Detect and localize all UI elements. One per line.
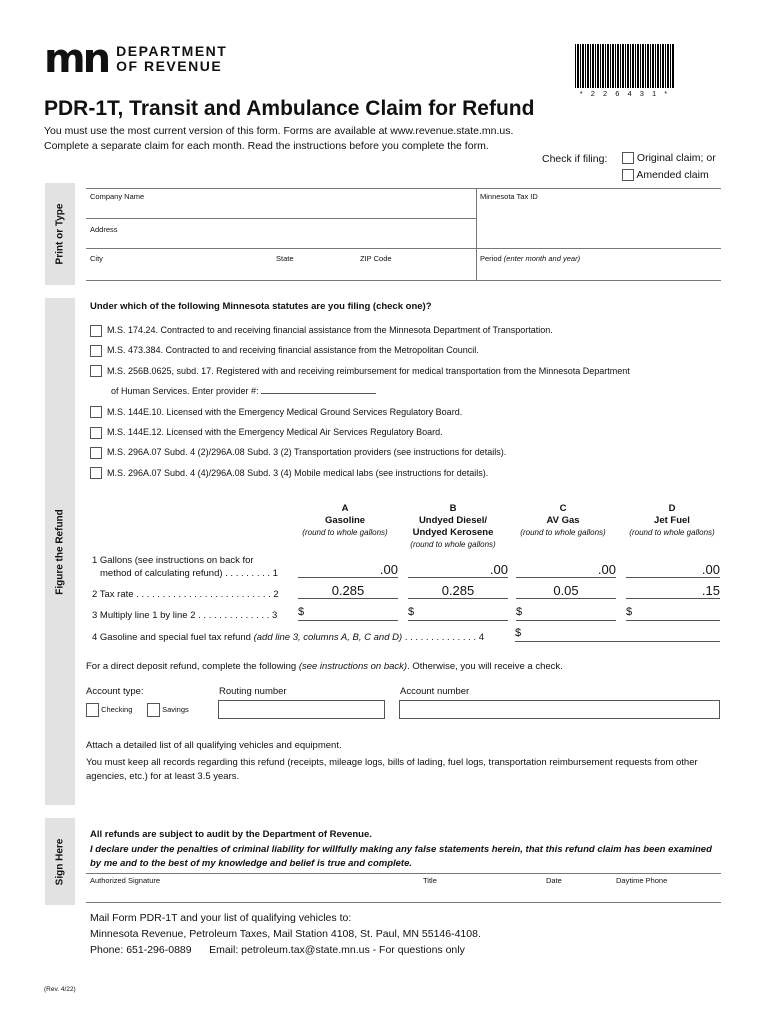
statute-option[interactable] bbox=[90, 320, 630, 340]
title-field[interactable]: Title bbox=[423, 876, 437, 885]
rate-c: 0.05 bbox=[516, 583, 616, 599]
statute-checkbox[interactable] bbox=[90, 345, 102, 357]
declaration: I declare under the penalties of criminal liability for willfully making any false statements herein, that this refund claim has been examined by me and to the best of my knowledge and belief is true and complete. bbox=[90, 844, 712, 869]
mail-line: Minnesota Revenue, Petroleum Taxes, Mail Station 4108, St. Paul, MN 55146-4108. bbox=[90, 928, 481, 940]
line4-total[interactable]: $ bbox=[515, 626, 720, 642]
statute-option[interactable] bbox=[90, 402, 630, 422]
section-label: Figure the Refund bbox=[54, 508, 66, 595]
deposit-intro: For a direct deposit refund, complete the following (see instructions on back). Otherwise, you will receive a check. bbox=[86, 661, 563, 672]
section-label: Print or Type bbox=[54, 203, 66, 265]
statute-options bbox=[90, 320, 630, 483]
mailing-info bbox=[90, 910, 481, 958]
line3-a[interactable]: $ bbox=[298, 605, 398, 621]
account-label: Account number bbox=[400, 686, 470, 697]
barcode-text: * 2 2 6 4 3 1 * bbox=[579, 89, 671, 98]
intro-1: You must use the most current version of this form. Forms are available at www.revenue.state.mn.us. bbox=[44, 125, 514, 137]
savings-option[interactable]: Savings bbox=[147, 703, 189, 717]
statute-label: M.S. 144E.12. Licensed with the Emergency Medical Air Services Regulatory Board. bbox=[107, 427, 443, 438]
section-label: Sign Here bbox=[54, 838, 66, 885]
statute-label: M.S. 296A.07 Subd. 4 (2)/296A.08 Subd. 3 (2) Transportation providers (see instructions for details). bbox=[107, 447, 507, 458]
section-figure-refund bbox=[45, 298, 75, 805]
intro-2: Complete a separate claim for each month. Read the instructions before you complete the form. bbox=[44, 140, 489, 152]
address-field[interactable]: Address bbox=[90, 225, 118, 234]
checking-checkbox[interactable] bbox=[86, 703, 99, 717]
column-d-header: D Jet Fuel (round to whole gallons) bbox=[629, 503, 715, 537]
amended-claim-checkbox[interactable] bbox=[622, 169, 634, 181]
logo-line-1: DEPARTMENT bbox=[116, 43, 228, 59]
rate-b: 0.285 bbox=[408, 583, 508, 599]
original-claim-option[interactable] bbox=[622, 150, 716, 167]
gallons-c[interactable]: .00 bbox=[516, 562, 616, 578]
statute-checkbox[interactable] bbox=[90, 406, 102, 418]
logo-mark: mn bbox=[44, 36, 109, 82]
statute-option[interactable] bbox=[90, 442, 630, 462]
original-claim-label: Original claim; or bbox=[636, 152, 716, 164]
account-type-label: Account type: bbox=[86, 686, 144, 697]
statute-label: M.S. 296A.07 Subd. 4 (4)/296A.08 Subd. 3 (4) Mobile medical labs (see instructions for details). bbox=[107, 467, 489, 478]
statute-checkbox[interactable] bbox=[90, 447, 102, 459]
provider-label: of Human Services. Enter provider #: bbox=[111, 386, 259, 397]
line-1-label: 1 Gallons (see instructions on back for method of calculating refund) . . . . . . . . . 1 bbox=[92, 555, 278, 579]
gallons-b[interactable]: .00 bbox=[408, 562, 508, 578]
statute-option[interactable] bbox=[90, 463, 630, 483]
statute-option[interactable] bbox=[90, 340, 630, 360]
column-a-header: A Gasoline (round to whole gallons) bbox=[302, 503, 388, 537]
statute-option[interactable] bbox=[90, 422, 630, 442]
checking-option[interactable]: Checking bbox=[86, 703, 132, 717]
original-claim-checkbox[interactable] bbox=[622, 152, 634, 164]
logo bbox=[44, 36, 228, 82]
company-name-field[interactable]: Company Name bbox=[90, 192, 145, 201]
barcode bbox=[575, 44, 675, 88]
date-field[interactable]: Date bbox=[546, 876, 562, 885]
mail-line: Mail Form PDR-1T and your list of qualifying vehicles to: bbox=[90, 912, 352, 924]
column-b-header: B Undyed Diesel/ Undyed Kerosene (round to whole gallons) bbox=[410, 503, 496, 549]
rate-a: 0.285 bbox=[298, 583, 398, 599]
state-field[interactable]: State bbox=[276, 254, 294, 263]
note-records: You must keep all records regarding this refund (receipts, mileage logs, bills of lading, fuel logs, transportation reimbursement requests from other agencies, etc.) for at least 3.5 years. bbox=[86, 757, 698, 782]
gallons-d[interactable]: .00 bbox=[626, 562, 720, 578]
statute-checkbox[interactable] bbox=[90, 427, 102, 439]
period-label: Period bbox=[480, 254, 502, 263]
statute-label: M.S. 256B.0625, subd. 17. Registered with and receiving reimbursement for medical transportation from the Minnesota Department bbox=[107, 365, 630, 376]
filing-label: Check if filing: bbox=[542, 153, 608, 165]
routing-number-input[interactable] bbox=[218, 700, 385, 719]
statute-checkbox[interactable] bbox=[90, 325, 102, 337]
page-title: PDR-1T, Transit and Ambulance Claim for Refund bbox=[44, 97, 535, 120]
provider-number-input[interactable] bbox=[261, 384, 376, 394]
revision: (Rev. 4/22) bbox=[44, 986, 76, 993]
amended-claim-label: Amended claim bbox=[636, 169, 709, 181]
routing-label: Routing number bbox=[219, 686, 287, 697]
section-sign-here bbox=[45, 818, 75, 905]
note-attach: Attach a detailed list of all qualifying vehicles and equipment. bbox=[86, 740, 342, 751]
period-hint: (enter month and year) bbox=[503, 254, 581, 263]
statute-checkbox[interactable] bbox=[90, 467, 102, 479]
gallons-a[interactable]: .00 bbox=[298, 562, 398, 578]
section-print-or-type bbox=[45, 183, 75, 285]
account-number-input[interactable] bbox=[399, 700, 720, 719]
column-c-header: C AV Gas (round to whole gallons) bbox=[520, 503, 606, 537]
line3-c[interactable]: $ bbox=[516, 605, 616, 621]
statute-checkbox[interactable] bbox=[90, 365, 102, 377]
period-field[interactable] bbox=[480, 254, 580, 263]
line-4-label: 4 Gasoline and special fuel tax refund (add line 3, columns A, B, C and D) . . . . . . . . . . . . . . 4 bbox=[92, 632, 484, 643]
statute-option[interactable] bbox=[90, 361, 630, 381]
mail-line: Phone: 651-296-0889 Email: petroleum.tax@state.mn.us - For questions only bbox=[90, 944, 465, 956]
signature-field[interactable]: Authorized Signature bbox=[90, 876, 161, 885]
statutes-question: Under which of the following Minnesota statutes are you filing (check one)? bbox=[90, 301, 432, 312]
phone-field[interactable]: Daytime Phone bbox=[616, 876, 668, 885]
zip-field[interactable]: ZIP Code bbox=[360, 254, 392, 263]
city-field[interactable]: City bbox=[90, 254, 103, 263]
logo-line-2: OF REVENUE bbox=[116, 58, 223, 74]
rate-d: .15 bbox=[626, 583, 720, 599]
statute-label: M.S. 144E.10. Licensed with the Emergency Medical Ground Services Regulatory Board. bbox=[107, 406, 463, 417]
line3-d[interactable]: $ bbox=[626, 605, 720, 621]
statute-label: M.S. 174.24. Contracted to and receiving financial assistance from the Minnesota Department of Transportation. bbox=[107, 325, 553, 335]
savings-checkbox[interactable] bbox=[147, 703, 160, 717]
statute-label: M.S. 473.384. Contracted to and receiving financial assistance from the Metropolitan Council. bbox=[107, 345, 479, 356]
line3-b[interactable]: $ bbox=[408, 605, 508, 621]
line-2-label: 2 Tax rate . . . . . . . . . . . . . . . . . . . . . . . . . . 2 bbox=[92, 589, 279, 600]
line-3-label: 3 Multiply line 1 by line 2 . . . . . . . . . . . . . . 3 bbox=[92, 610, 278, 621]
audit-notice: All refunds are subject to audit by the Department of Revenue. bbox=[90, 829, 372, 840]
amended-claim-option[interactable] bbox=[622, 167, 716, 184]
tax-id-field[interactable]: Minnesota Tax ID bbox=[480, 192, 538, 201]
